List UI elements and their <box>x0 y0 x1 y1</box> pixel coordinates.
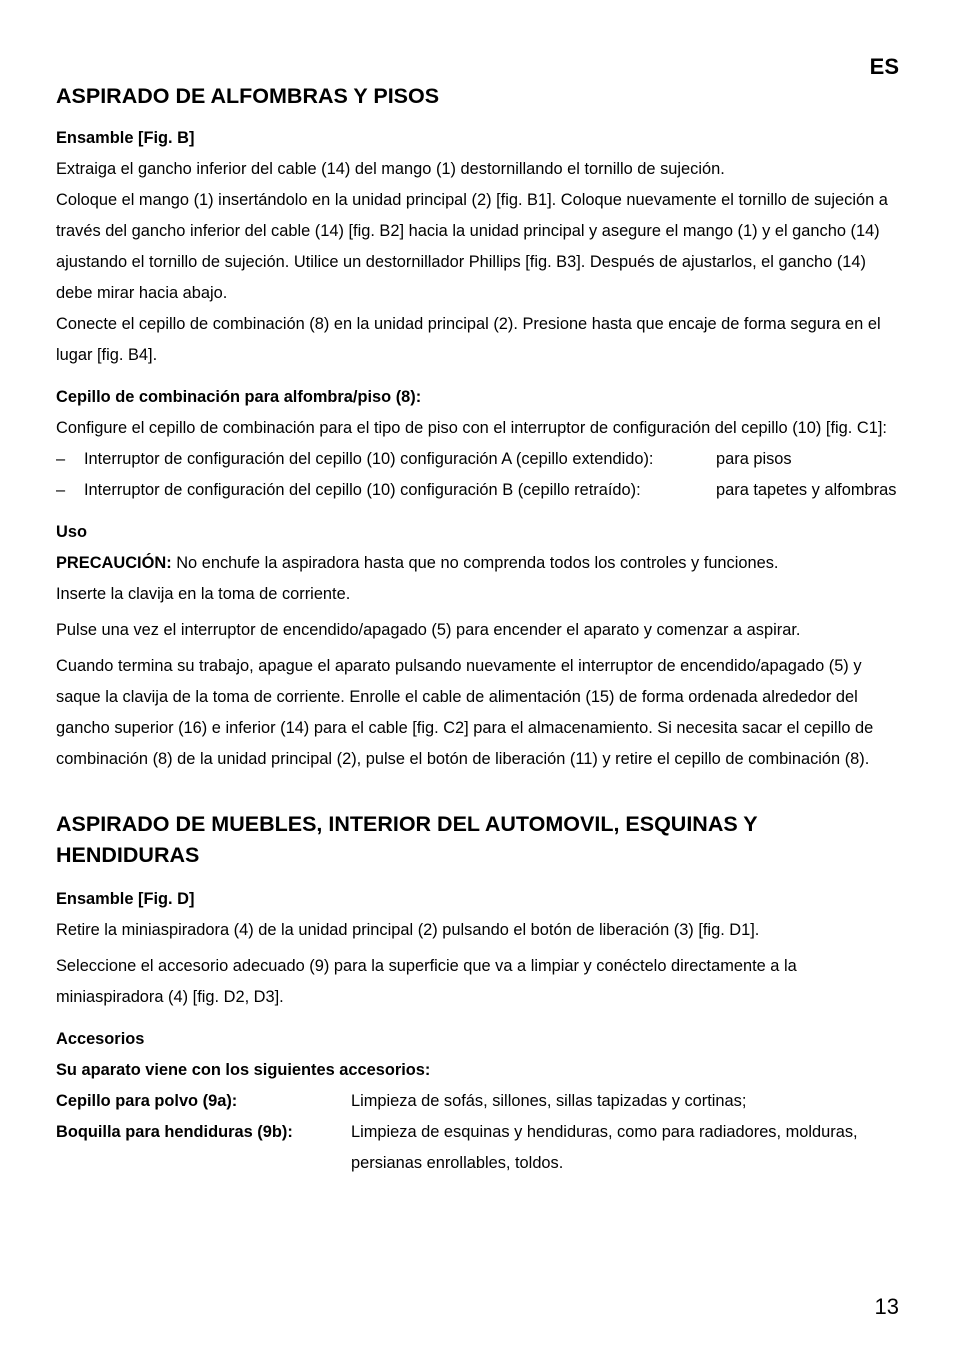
assembly-b-paragraph-3: Conecte el cepillo de combinación (8) en la unidad principal (2). Presione hasta que encaje de forma segura en el lugar [fig. B4]. <box>56 315 881 364</box>
accessory-row-9a <box>56 1086 902 1117</box>
assembly-heading-b: Ensamble [Fig. B] <box>56 129 195 147</box>
use-paragraph-2: Pulse una vez el interruptor de encendido/apagado (5) para encender el aparato y comenzar a aspirar. <box>56 621 801 639</box>
accessory-row-9b <box>56 1117 902 1179</box>
list-dash: – <box>56 481 66 499</box>
use-heading: Uso <box>56 523 87 541</box>
section-title-floors: ASPIRADO DE ALFOMBRAS Y PISOS <box>56 84 440 108</box>
brush-heading: Cepillo de combinación para alfombra/piso (8): <box>56 388 422 406</box>
config-b-text: Interruptor de configuración del cepillo (10) configuración B (cepillo retraído): <box>84 481 641 499</box>
config-a-text: Interruptor de configuración del cepillo (10) configuración A (cepillo extendido): <box>84 450 654 468</box>
assembly-heading-d: Ensamble [Fig. D] <box>56 890 195 908</box>
config-b-value: para tapetes y alfombras <box>716 481 897 499</box>
accessories-subheading: Su aparato viene con los siguientes accesorios: <box>56 1061 431 1079</box>
caution-label: PRECAUCIÓN: <box>56 554 172 572</box>
use-paragraph-3: Cuando termina su trabajo, apague el aparato pulsando nuevamente el interruptor de encendido/apagado (5) y saque la clavija de la toma de corriente. Enrolle el cable de alimentación (15) de forma ordenada alrededor del gancho superior (16) e inferior (14) para el cable [fig. C2] para el almacenamiento. Si necesita sacar el cepillo de combinación (8) de la unidad principal (2), pulse el botón de liberación (11) y retire el cepillo de combinación (8). <box>56 657 874 768</box>
accessory-9a-desc: Limpieza de sofás, sillones, sillas tapizadas y cortinas; <box>351 1092 747 1110</box>
page-content <box>56 82 902 1179</box>
accessory-9b-desc: Limpieza de esquinas y hendiduras, como para radiadores, molduras, persianas enrollables, toldos. <box>351 1123 858 1172</box>
assembly-b-paragraph-2: Coloque el mango (1) insertándolo en la unidad principal (2) [fig. B1]. Coloque nuevamente el tornillo de sujeción a través del gancho inferior del cable (14) [fig. B2] hacia la unidad principal y asegure el mango (1) y el gancho (14) ajustando el tornillo de sujeción. Utilice un destornillador Phillips [fig. B3]. Después de ajustarlos, el gancho (14) debe mirar hacia abajo. <box>56 191 888 302</box>
config-item-a <box>56 444 902 475</box>
plug-instruction: Inserte la clavija en la toma de corriente. <box>56 585 351 603</box>
brush-config-list <box>56 444 902 506</box>
page-number: 13 <box>874 1294 899 1319</box>
brush-intro: Configure el cepillo de combinación para el tipo de piso con el interruptor de configuración del cepillo (10) [fig. C1]: <box>56 419 887 437</box>
assembly-d-paragraph-1: Retire la miniaspiradora (4) de la unidad principal (2) pulsando el botón de liberación (3) [fig. D1]. <box>56 921 760 939</box>
config-item-b <box>56 475 902 506</box>
language-code: ES <box>869 54 899 79</box>
list-dash: – <box>56 450 66 468</box>
caution-paragraph <box>56 548 902 579</box>
accessory-9b-label: Boquilla para hendiduras (9b): <box>56 1123 293 1141</box>
assembly-d-paragraph-2: Seleccione el accesorio adecuado (9) para la superficie que va a limpiar y conéctelo directamente a la miniaspiradora (4) [fig. D2, D3]. <box>56 957 797 1006</box>
config-a-value: para pisos <box>716 450 792 468</box>
accessories-heading: Accesorios <box>56 1030 145 1048</box>
accessory-9a-label: Cepillo para polvo (9a): <box>56 1092 238 1110</box>
section-title-furniture: ASPIRADO DE MUEBLES, INTERIOR DEL AUTOMOVIL, ESQUINAS Y HENDIDURAS <box>56 812 758 867</box>
caution-text: No enchufe la aspiradora hasta que no comprenda todos los controles y funciones. <box>171 554 779 572</box>
assembly-b-paragraph-1: Extraiga el gancho inferior del cable (14) del mango (1) destornillando el tornillo de sujeción. <box>56 160 725 178</box>
